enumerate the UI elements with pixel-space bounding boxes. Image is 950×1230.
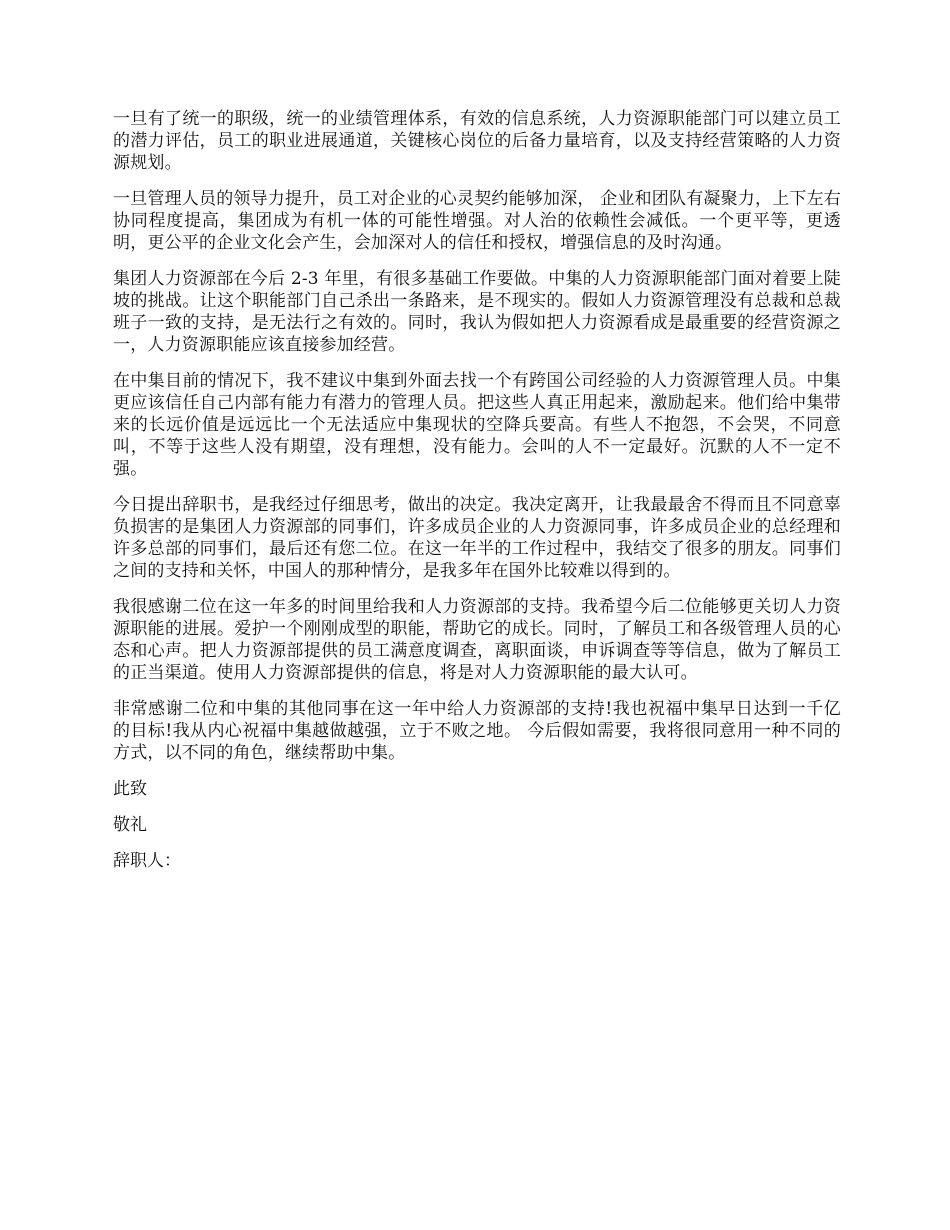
paragraph-6: 我很感谢二位在这一年多的时间里给我和人力资源部的支持。我希望今后二位能够更关切人力资源职能的进展。爱护一个刚刚成型的职能，帮助它的成长。同时，了解员工和各级管理人员的心态和心声。把人力资源部提供的员工满意度调查，离职面谈，申诉调查等等信息，做为了解员工的正当渠道。使用人力资源部提供的信息，将是对人力资源职能的最大认可。 (113, 597, 841, 683)
paragraph-1: 一旦有了统一的职级，统一的业绩管理体系，有效的信息系统，人力资源职能部门可以建立员工的潜力评估，员工的职业进展通道，关键核心岗位的后备力量培育，以及支持经营策略的人力资源规划。 (113, 109, 841, 173)
signature-label: 辞职人： (113, 851, 181, 871)
paragraph-5: 今日提出辞职书，是我经过仔细思考，做出的决定。我决定离开，让我最最舍不得而且不同意辜负损害的是集团人力资源部的同事们，许多成员企业的人力资源同事，许多成员企业的总经理和许多总部的同事们，最后还有您二位。在这一年半的工作过程中，我结交了很多的朋友。同事们之间的支持和关怀，中国人的那种情分，是我多年在国外比较难以得到的。 (113, 495, 841, 581)
paragraph-3: 集团人力资源部在今后 2-3 年里，有很多基础工作要做。中集的人力资源职能部门面对着要上陡坡的挑战。让这个职能部门自己杀出一条路来，是不现实的。假如人力资源管理没有总裁和总裁班子一致的支持，是无法行之有效的。同时，我认为假如把人力资源看成是最重要的经营资源之一，人力资源职能应该直接参加经营。 (113, 269, 841, 355)
letter-body (113, 108, 841, 886)
paragraph-7: 非常感谢二位和中集的其他同事在这一年中给人力资源部的支持!我也祝福中集早日达到一千亿的目标!我从内心祝福中集越做越强，立于不败之地。 今后假如需要，我将很同意用一种不同的方式，以不同的角色，继续帮助中集。 (113, 699, 841, 763)
paragraph-4: 在中集目前的情况下，我不建议中集到外面去找一个有跨国公司经验的人力资源管理人员。中集更应该信任自己内部有能力有潜力的管理人员。把这些人真正用起来，激励起来。他们给中集带来的长远价值是远远比一个无法适应中集现状的空降兵要高。有些人不抱怨，不会哭，不同意叫，不等于这些人没有期望，没有理想，没有能力。会叫的人不一定最好。沉默的人不一定不强。 (113, 371, 841, 479)
paragraph-2: 一旦管理人员的领导力提升，员工对企业的心灵契约能够加深， 企业和团队有凝聚力，上下左右协同程度提高，集团成为有机一体的可能性增强。对人治的依赖性会减低。一个更平等，更透明，更公平的企业文化会产生，会加深对人的信任和授权，增强信息的及时沟通。 (113, 189, 842, 253)
closing-regards: 敬礼 (113, 815, 147, 835)
closing-salutation: 此致 (113, 779, 147, 799)
